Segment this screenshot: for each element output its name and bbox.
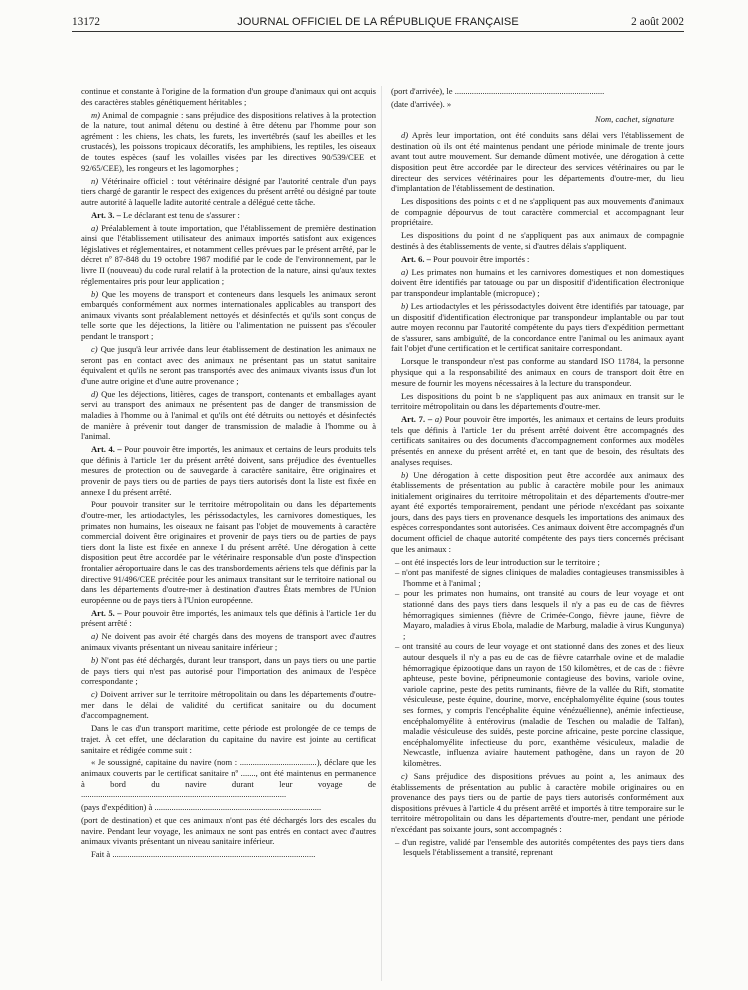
article-4: Art. 4. – Pour pouvoir être importés, les animaux et certains de leurs produits tels que définis à l'article 1er du présent arrêté doivent, sans préjudice des éventuelles mesures de protection ou de sauvegarde à caractère sanitaire, être originaires et provenir de pays tiers ou de parties de pays tiers autorisés dont la liste est fixée en annexe I du présent arrêté. (81, 444, 377, 497)
column-separator (381, 86, 382, 981)
declaration-text: (pays d'expédition) à .............................................................................. (81, 802, 322, 813)
left-column (81, 86, 376, 862)
article-3: Art. 3. – Le déclarant est tenu de s'assurer : (91, 209, 240, 220)
list-item: – pour les primates non humains, ont transité au cours de leur voyage et ont stationné dans des pays tiers dans lesquels il n'y a pas eu de cas de fièvres hémorragiques simiennes (fièvre de Crimée-Congo, fièvre jaune, fièvre de Mayaro, maladies à virus Ebola, maladie de Marburg, maladie à virus Kungunya) ; (395, 588, 684, 641)
paragraph: continue et constante à l'origine de la formation d'un groupe d'animaux qui ont acquis des caractères stables génétiquement héritables ; (81, 86, 376, 107)
page-number: 13172 (72, 16, 100, 28)
paragraph: d) Après leur importation, ont été conduits sans délai vers l'établissement de destination où ils ont été maintenus pendant une période minimale de trente jours avant tout autre mouvement. Sur demande dûment motivée, une dérogation à cette disposition peut être accordée par le directeur des services vétérinaires ou par le directeur des services vétérinaires pour les départements d'outre-mer, du lieu d'implantation de l'établissement de destination. (391, 130, 684, 194)
signature-line: Nom, cachet, signature (595, 113, 674, 124)
page-header (72, 14, 684, 30)
condition-list (391, 557, 684, 769)
right-column (391, 86, 684, 860)
declaration-text: « Je soussigné, capitaine du navire (nom : ....................................), déclare que les animaux couverts par le certificat sanitaire nº ......., ont été maintenus en permanence à bord du navire durant leur voyage de ................................................................................................ (81, 757, 376, 800)
journal-title: JOURNAL OFFICIEL DE LA RÉPUBLIQUE FRANÇAISE (237, 16, 519, 28)
paragraph: n) Vétérinaire officiel : tout vétérinaire désigné par l'autorité centrale d'un pays tiers chargé de garantir le respect des exigences du présent arrêté ou désigné par toute autre autorité à laquelle ladite autorité centrale a délégué cette tâche. (81, 175, 376, 207)
paragraph: b) Que les moyens de transport et conteneurs dans lesquels les animaux seront embarqués conformément aux normes internationales applicables au transport des animaux vivants sont préalablement nettoyés et désinfectés et qu'ils sont conçus de telle sorte que les déjections, la litière ou l'alimentation ne puissent pas s'écouler pendant le transport ; (81, 288, 376, 342)
header-rule (72, 31, 684, 32)
paragraph: Les dispositions du point b ne s'appliquent pas aux animaux en transit sur le territoire métropolitain ou dans les départements d'outre-mer. (391, 390, 684, 412)
list-item: – ont été inspectés lors de leur introduction sur le territoire ; (395, 556, 600, 567)
article-7: Art. 7. – a) Pour pouvoir être importés, les animaux et certains de leurs produits tels que définis à l'article 1er du présent arrêté doivent être accompagnés des certificats sanitaires ou des documents d'accompagnement conformes aux modèles présentés en annexe du présent arrêté et, en tant que de besoin, des résultats des analyses requises. (391, 414, 684, 467)
article-5: Art. 5. – Pour pouvoir être importés, les animaux tels que définis à l'article 1er du présent arrêté : (81, 607, 376, 629)
paragraph: Lorsque le transpondeur n'est pas conforme au standard ISO 11784, la personne physique qui a la responsabilité des animaux en cours de transport doit être en mesure de fournir les moyens nécessaires à la lecture du transpondeur. (391, 356, 684, 388)
list-item: – n'ont pas manifesté de signes cliniques de maladies contagieuses transmissibles à l'homme et à l'animal ; (395, 567, 684, 588)
list-item: – ont transité au cours de leur voyage et ont stationné dans des zones et des lieux autour desquels il n'y a pas eu de cas de fièvre catarrhale ovine et de maladie hémorragique épizootique dans un rayon de 150 kilomètres, et de cas de : fièvre aphteuse, peste bovine, péripneumonie contagieuse des bovins, variole ovine, variole caprine, peste des petits ruminants, fièvre de la vallée du Rift, stomatite vésiculeuse, peste équine, dourine, morve, encéphalomyélite équine (sous toutes ses formes, y compris l'encéphalite équine vénézuélienne), anémie infectieuse, encéphalomyélite à entérovirus (maladie de Teschen ou maladie de Talfan), maladie vésiculeuse des suidés, peste porcine africaine, peste porcine classique, encéphalomyélite infectieuse du porc, exanthème vésiculeux, maladie de Newcastle, influenza aviaire hautement pathogène, dans un rayon de 20 kilomètres. (395, 641, 684, 768)
paragraph: a) Les primates non humains et les carnivores domestiques et non domestiques doivent être identifiés par tatouage ou par un dispositif d'identification électronique par transpondeur implantable (micropuce) ; (391, 266, 684, 299)
article-6: Art. 6. – Pour pouvoir être importés : (401, 253, 530, 264)
paragraph: a) Préalablement à toute importation, que l'établissement de première destination ainsi que l'établissement utilisateur des animaux importés satisfont aux exigences législatives et réglementaires, et notamment celles prévues par le présent arrêté, par le décret nº 87-848 du 19 octobre 1987 modifié par le code de l'environnement, par le livre II (nouveau) du code rural relatif à la protection de la nature, ainsi qu'aux textes réglementaires pris pour leur application ; (81, 222, 376, 286)
paragraph: Les dispositions du point d ne s'appliquent pas aux animaux de compagnie destinés à des établissements de vente, si d'autres délais s'appliquent. (391, 230, 684, 251)
declaration-text: (port de destination) et que ces animaux n'ont pas été déchargés lors des escales du navire. Pendant leur voyage, les animaux ne sont pas entrés en contact avec d'autres animaux vivants présentant un niveau sanitaire inférieur. (81, 815, 376, 847)
declaration-text: (date d'arrivée). » (391, 98, 452, 109)
paragraph: b) Une dérogation à cette disposition peut être accordée aux animaux des établissements de présentation au public à caractère mobile pour les animaux initialement originaires du territoire métropolitain et des départements d'outre-mer ayant été exportés temporairement, pendant une période n'excédant pas soixante jours, dans des pays tiers en provenance desquels les importations des animaux des espèces correspondantes sont autorisées. Ces animaux doivent être accompagnés d'un document officiel de chaque autorité compétente des pays tiers concernés précisant que les animaux : (391, 469, 684, 554)
declaration-text: Fait à ............................................................................................... (91, 849, 316, 860)
paragraph: Dans le cas d'un transport maritime, cette période est prolongée de ce temps de trajet. À cet effet, une déclaration du capitaine du navire est jointe au certificat sanitaire et rédigée comme suit : (81, 723, 376, 755)
condition-list (391, 837, 684, 858)
paragraph: Pour pouvoir transiter sur le territoire métropolitain ou dans les départements d'outre-mer, les artiodactyles, les périssodactyles, les carnivores domestiques, les primates non humains, les oiseaux ne faisant pas l'objet de mouvements à caractère commercial doivent être originaires et provenir de pays tiers ou de parties de pays tiers dont la liste est fixée en annexe I du présent arrêté. Une dérogation à cette disposition peut être accordée par le vétérinaire responsable d'un poste d'inspection frontalier aéroportuaire dans le cas des transbordements aériens tels que définis par la directive 91/496/CEE précitée pour les animaux transitant sur le territoire national ou dans les départements d'outre-mer à destination d'autres États membres de l'Union européenne ou de pays tiers à l'Union européenne. (81, 499, 376, 605)
paragraph: c) Sans préjudice des dispositions prévues au point a, les animaux des établissements de présentation au public à caractère mobile originaires ou en provenance des pays tiers ou de partie de pays tiers autorisés conformément aux dispositions prévues à l'article 4 du présent arrêté et importés à titre temporaire sur le territoire métropolitain ou dans les départements d'outre-mer, pendant une période n'excédant pas soixante jours, sont accompagnés : (391, 770, 684, 834)
paragraph: b) Les artiodactyles et les périssodactyles doivent être identifiés par tatouage, par un dispositif d'identification électronique par transpondeur implantable ou par tout autre moyen reconnu par l'autorité compétente du pays tiers d'expédition permettant de s'assurer, sans ambiguïté, de la concordance entre l'animal ou les animaux ayant fait l'objet d'une certification et le certificat sanitaire correspondant. (391, 301, 684, 354)
issue-date: 2 août 2002 (631, 16, 684, 28)
paragraph: m) Animal de compagnie : sans préjudice des dispositions relatives à la protection de la nature, tout animal détenu ou destiné à être détenu par l'homme pour son agrément : les chiens, les chats, les furets, les invertébrés (sauf les abeilles et les crustacés), les poissons tropicaux décoratifs, les amphibiens, les reptiles, les oiseaux de toutes espèces (sauf les volailles visées par les directives 90/539/CEE et 92/65/CEE), les rongeurs et les lagomorphes ; (81, 109, 376, 173)
paragraph: d) Que les déjections, litières, cages de transport, contenants et emballages ayant servi au transport des animaux ne présentent pas de danger de transmission de maladies à l'homme ou à l'animal et qu'ils ont été détruits ou nettoyés et désinfectés de manière à prévenir tout danger de transmission de maladie à l'homme ou à l'animal. (81, 388, 376, 442)
list-item: – d'un registre, validé par l'ensemble des autorités compétentes des pays tiers dans lesquels l'établissement a transité, reprenant (395, 836, 684, 858)
paragraph: c) Doivent arriver sur le territoire métropolitain ou dans les départements d'outre-mer dans le délai de validité du certificat sanitaire ou du document d'accompagnement. (81, 689, 376, 721)
declaration-text: (port d'arrivée), le ...................................................................... (391, 86, 605, 96)
paragraph: a) Ne doivent pas avoir été chargés dans des moyens de transport avec d'autres animaux vivants présentant un niveau sanitaire inférieur ; (81, 631, 376, 652)
paragraph: Les dispositions des points c et d ne s'appliquent pas aux mouvements d'animaux de compagnie dépourvus de tout caractère commercial et accompagnant leur propriétaire. (391, 196, 684, 228)
paragraph: b) N'ont pas été déchargés, durant leur transport, dans un pays tiers ou une partie de pays tiers qui n'est pas autorisé pour l'importation des animaux de l'espèce correspondante ; (81, 654, 376, 687)
paragraph: c) Que jusqu'à leur arrivée dans leur établissement de destination les animaux ne seront pas en contact avec des animaux ne présentant pas un statut sanitaire équivalent et qu'ils ne seront pas transportés avec des animaux vivants issus d'un lot d'une autre origine et d'une autre provenance ; (81, 344, 376, 386)
